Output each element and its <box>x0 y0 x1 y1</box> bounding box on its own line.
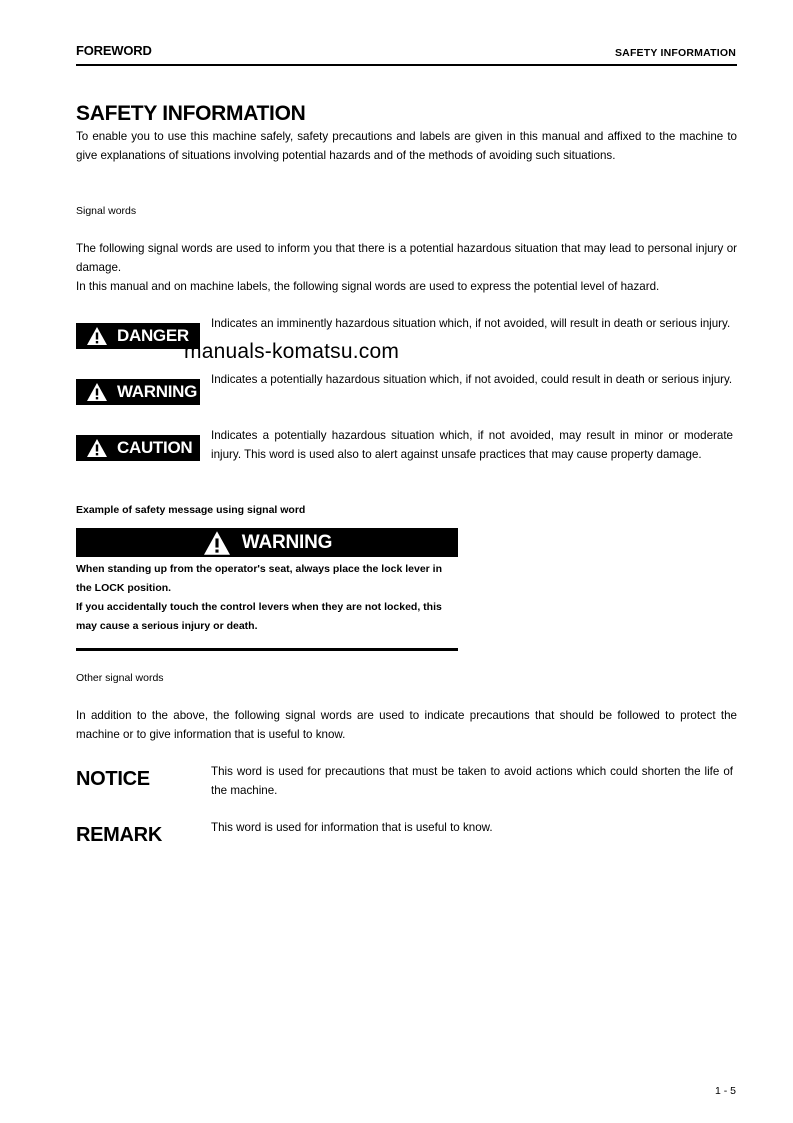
header-chapter-title: SAFETY INFORMATION <box>614 47 736 59</box>
signal-words-heading: Signal words <box>76 205 137 217</box>
page-title: SAFETY INFORMATION <box>76 102 306 125</box>
warning-triangle-icon <box>86 438 108 458</box>
example-warning-bar <box>76 528 458 557</box>
signal-words-paragraph-2: In this manual and on machine labels, the following signal words are used to express the potential level of hazard. <box>76 280 660 293</box>
intro-paragraph: To enable you to use this machine safely, safety precautions and labels are given in this manual and affixed to the machine to give explanations of situations involving potential hazards and of the methods of avoiding such situations. <box>76 130 737 162</box>
notice-label: NOTICE <box>76 768 150 790</box>
example-warning-label: WARNING <box>241 531 333 553</box>
notice-description: This word is used for precautions that must be taken to avoid actions which could shorten the life of the machine. <box>211 765 733 797</box>
caution-label-text: CAUTION <box>117 438 193 457</box>
signal-words-paragraph-1: The following signal words are used to inform you that there is a potential hazardous situation that may lead to personal injury or damage. <box>76 242 737 274</box>
caution-label <box>76 435 200 461</box>
header-divider <box>76 64 737 66</box>
example-message <box>76 560 458 636</box>
other-signal-words-paragraph: In addition to the above, the following signal words are used to indicate precautions that should be followed to protect the machine or to give information that is useful to know. <box>76 709 737 741</box>
danger-description: Indicates an imminently hazardous situation which, if not avoided, will result in death or serious injury. <box>211 317 731 330</box>
warning-label-text: WARNING <box>117 382 198 401</box>
warning-triangle-icon <box>202 530 232 556</box>
warning-triangle-icon <box>86 382 108 402</box>
header-section-title: FOREWORD <box>76 43 152 58</box>
warning-description: Indicates a potentially hazardous situation which, if not avoided, could result in death or serious injury. <box>211 373 733 386</box>
danger-label <box>76 323 200 349</box>
danger-label-text: DANGER <box>117 326 189 345</box>
warning-label <box>76 379 200 405</box>
example-message-line-2: If you accidentally touch the control levers when they are not locked, this may cause a serious injury or death. <box>76 601 442 632</box>
example-message-line-1: When standing up from the operator's seat, always place the lock lever in the LOCK position. <box>76 563 443 594</box>
remark-description: This word is used for information that is useful to know. <box>211 821 493 834</box>
other-signal-words-heading: Other signal words <box>76 672 164 684</box>
caution-description: Indicates a potentially hazardous situation which, if not avoided, may result in minor or moderate injury. This word is used also to alert against unsafe practices that may cause property damage. <box>211 429 733 461</box>
example-heading: Example of safety message using signal word <box>76 504 306 516</box>
example-divider <box>76 648 458 651</box>
watermark-text: manuals-komatsu.com <box>184 340 400 363</box>
warning-triangle-icon <box>86 326 108 346</box>
remark-label: REMARK <box>76 824 162 846</box>
page-number: 1 - 5 <box>714 1085 736 1097</box>
